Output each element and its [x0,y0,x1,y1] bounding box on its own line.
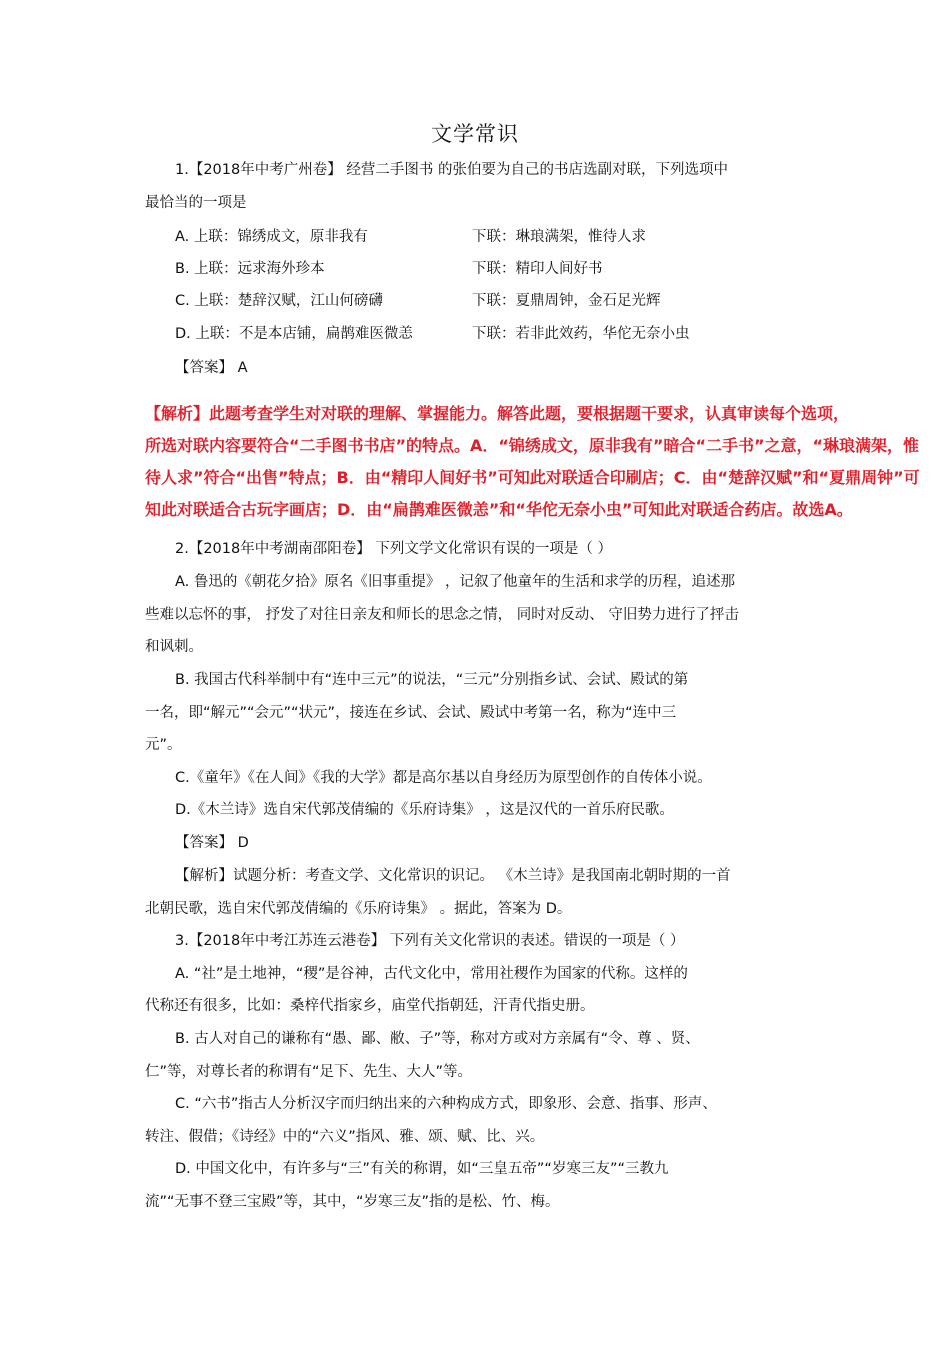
q3-option-d-line: 流”“无事不登三宝殿”等，其中，“岁寒三友”指的是松、竹、梅。 [145,1194,560,1210]
q1-stem-line1: 1.【2018年中考广州卷】 经营二手图书 的张伯要为自己的书店选副对联，下列选项中 [175,162,728,178]
q2-analysis-line2: 北朝民歌，选自宋代郭茂倩编的《乐府诗集》 。据此，答案为 D。 [145,901,572,917]
q2-option-b-line: 一名，即“解元”“会元”“状元”，接连在乡试、会试、殿试中考第一名，称为“连中三 [145,705,677,721]
q1-analysis-line: 知此对联适合古玩字画店；D．由“扁鹊难医微恙”和“华佗无奈小虫”可知此对联适合药店。故选A。 [145,500,853,519]
page-title: 文学常识 [431,122,519,146]
q3-option-c-line: 转注、假借；《诗经》中的“六义”指风、雅、颂、赋、比、兴。 [145,1129,545,1145]
q1-option-d-lower: 下联：若非此效药，华佗无奈小虫 [472,326,690,342]
q1-analysis-line: 【解析】此题考查学生对对联的理解、掌握能力。解答此题，要根据题干要求，认真审读每个选项， [145,404,850,423]
q1-option-b-lower: 下联：精印人间好书 [472,261,603,277]
q3-option-b-line: B. 古人对自己的谦称有“愚、鄙、敝、子”等，称对方或对方亲属有“令、尊 、贤、 [175,1031,700,1047]
q2-stem: 2.【2018年中考湖南邵阳卷】 下列文学文化常识有误的一项是（ ） [175,541,612,557]
q1-option-a-lower: 下联：琳琅满架，惟待人求 [472,229,646,245]
q1-answer: 【答案】 A [175,360,248,376]
q2-option-c: C.《童年》《在人间》《我的大学》都是高尔基以自身经历为原型创作的自传体小说。 [175,770,712,786]
q2-answer: 【答案】 D [175,835,249,851]
q1-analysis-line: 待人求”符合“出售”特点；B．由“精印人间好书”可知此对联适合印刷店；C．由“楚辞汉赋”和“夏鼎周钟”可 [145,468,920,487]
q2-option-a-line: A. 鲁迅的《朝花夕拾》原名《旧事重提》 ，记叙了他童年的生活和求学的历程，追述那 [175,574,735,590]
q3-option-a-line: 代称还有很多，比如：桑梓代指家乡，庙堂代指朝廷，汗青代指史册。 [145,998,595,1014]
q2-option-b-line: 元”。 [145,737,182,753]
q1-option-d-upper: D. 上联：不是本店铺，扁鹊难医微恙 [175,326,413,342]
q3-option-b-line: 仁”等，对尊长者的称谓有“足下、先生、大人”等。 [145,1064,473,1080]
q2-option-b-line: B. 我国古代科举制中有“连中三元”的说法，“三元”分别指乡试、会试、殿试的第 [175,672,689,688]
q1-option-b-upper: B. 上联：远求海外珍本 [175,261,325,277]
q1-analysis [145,398,920,526]
q2-analysis-line1: 【解析】试题分析：考查文学、文化常识的识记。 《木兰诗》是我国南北朝时期的一首 [175,868,731,884]
q3-option-d-line: D. 中国文化中，有许多与“三”有关的称谓，如“三皇五帝”“岁寒三友”“三教九 [175,1161,669,1177]
q2-option-d: D.《木兰诗》选自宋代郭茂倩编的《乐府诗集》 ，这是汉代的一首乐府民歌。 [175,802,674,818]
q1-option-c-lower: 下联：夏鼎周钟，金石足光辉 [472,293,661,309]
q3-option-c-line: C. “六书”指古人分析汉字而归纳出来的六种构成方式，即象形、会意、指事、形声、 [175,1096,717,1112]
q1-option-c-upper: C. 上联：楚辞汉赋，江山何磅礴 [175,293,383,309]
q2-option-a-line: 和讽刺。 [145,639,203,655]
q1-stem-line2: 最恰当的一项是 [145,195,247,211]
q1-option-a-upper: A. 上联：锦绣成文，原非我有 [175,229,368,245]
q3-stem: 3.【2018年中考江苏连云港卷】 下列有关文化常识的表述。错误的一项是（ ） [175,933,685,949]
q3-option-a-line: A. “社”是土地神，“稷”是谷神，古代文化中，常用社稷作为国家的代称。这样的 [175,966,688,982]
q1-analysis-line: 所选对联内容要符合“二手图书书店”的特点。A．“锦绣成文，原非我有”暗合“二手书”之意，“琳琅满架，惟 [145,436,919,455]
q2-option-a-line: 些难以忘怀的事， 抒发了对往日亲友和师长的思念之情， 同时对反动、 守旧势力进行了抨击 [145,607,739,623]
